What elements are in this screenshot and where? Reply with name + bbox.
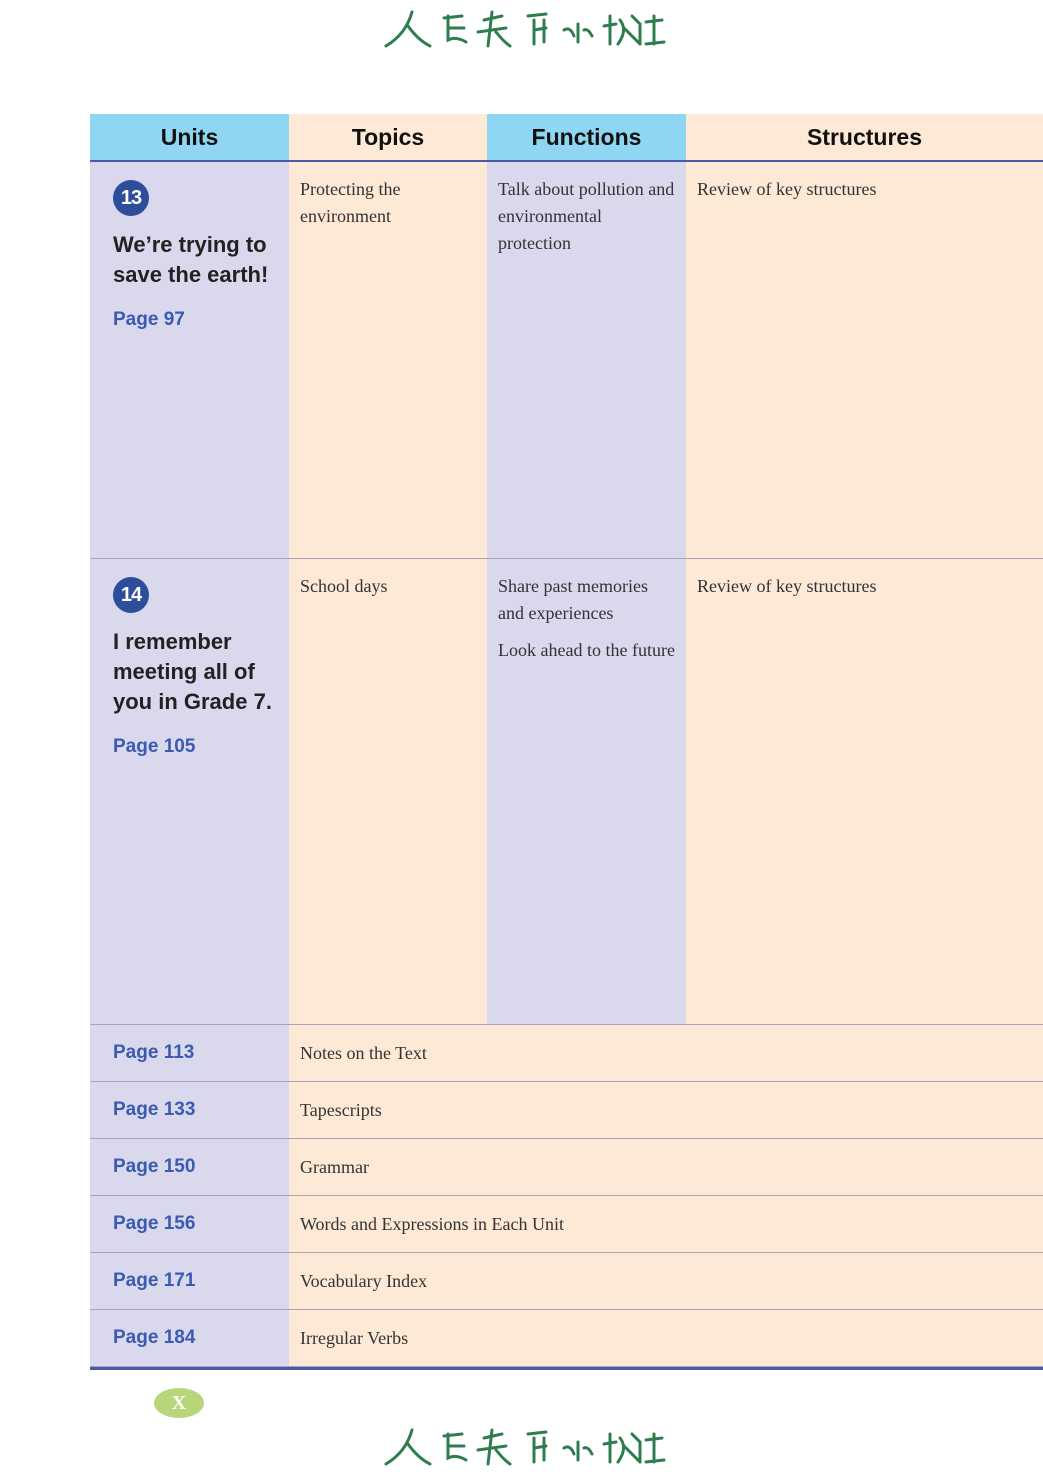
- appendix-page-link[interactable]: Page 113: [90, 1025, 289, 1081]
- appendix-page-link[interactable]: Page 184: [90, 1310, 289, 1366]
- appendix-title: Vocabulary Index: [289, 1253, 1043, 1309]
- appendix-row[interactable]: [90, 1082, 1043, 1139]
- calligraphy-logo: [378, 6, 668, 50]
- unit-row-13: [90, 162, 1043, 559]
- appendix-title: Irregular Verbs: [289, 1310, 1043, 1366]
- appendix-page-link[interactable]: Page 156: [90, 1196, 289, 1252]
- contents-table: [90, 114, 1043, 1370]
- unit-cell[interactable]: [90, 559, 289, 1024]
- publisher-watermark-bottom: [378, 1424, 668, 1468]
- unit-title: We’re trying to save the earth!: [113, 232, 269, 287]
- appendix-page-link[interactable]: Page 133: [90, 1082, 289, 1138]
- function-item: Talk about pollution and environmental protection: [498, 179, 675, 253]
- appendix-row[interactable]: [90, 1253, 1043, 1310]
- functions-cell: [487, 162, 686, 558]
- appendix-row[interactable]: [90, 1196, 1043, 1253]
- unit-number-badge: 14: [113, 577, 149, 613]
- publisher-watermark-top: [378, 6, 668, 50]
- header-functions: Functions: [487, 114, 686, 160]
- unit-number-badge: 13: [113, 180, 149, 216]
- table-header: [90, 114, 1043, 162]
- table-bottom-rule: [90, 1367, 1043, 1370]
- structures-cell: Review of key structures: [686, 559, 1043, 1024]
- appendix-title: Notes on the Text: [289, 1025, 1043, 1081]
- appendix-title: Tapescripts: [289, 1082, 1043, 1138]
- unit-page-link[interactable]: Page 105: [113, 736, 196, 757]
- unit-cell[interactable]: [90, 162, 289, 558]
- function-item: Look ahead to the future: [498, 640, 675, 660]
- appendix-title: Grammar: [289, 1139, 1043, 1195]
- header-units: Units: [90, 114, 289, 160]
- appendix-row[interactable]: [90, 1139, 1043, 1196]
- unit-page-link[interactable]: Page 97: [113, 309, 185, 330]
- unit-title: I remember meeting all of you in Grade 7.: [113, 629, 272, 714]
- topic-cell: Protecting the environment: [289, 162, 487, 558]
- unit-row-14: [90, 559, 1043, 1025]
- header-topics: Topics: [289, 114, 487, 160]
- functions-cell: [487, 559, 686, 1024]
- appendix-row[interactable]: [90, 1310, 1043, 1367]
- calligraphy-logo: [378, 1424, 668, 1468]
- structures-cell: Review of key structures: [686, 162, 1043, 558]
- appendix-page-link[interactable]: Page 150: [90, 1139, 289, 1195]
- page-number-badge: X: [154, 1388, 204, 1418]
- function-item: Share past memories and experiences: [498, 576, 648, 623]
- appendix-row[interactable]: [90, 1025, 1043, 1082]
- topic-cell: School days: [289, 559, 487, 1024]
- appendix-page-link[interactable]: Page 171: [90, 1253, 289, 1309]
- header-structures: Structures: [686, 114, 1043, 160]
- appendix-title: Words and Expressions in Each Unit: [289, 1196, 1043, 1252]
